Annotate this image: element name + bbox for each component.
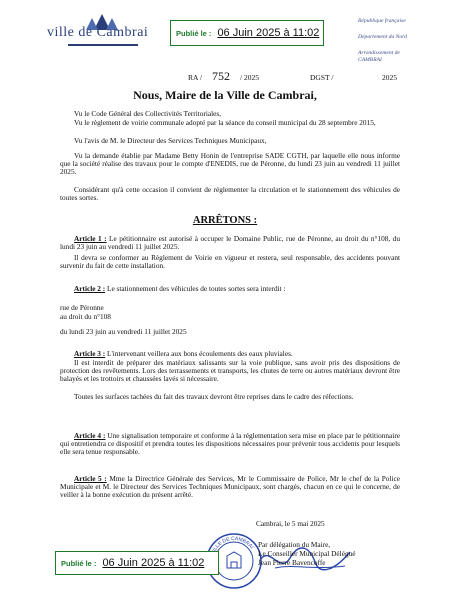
- article-1-text: Le pétitionnaire est autorisé à occuper le Domaine Public, rue de Péronne, au droit du n°108, du lundi 23 juin au vendredi 11 juillet 2025.: [60, 234, 400, 252]
- signatory-role: Le Conseiller Municipal Délégué: [258, 549, 356, 558]
- article-3-text: L'intervenant veillera aux bons écoulements des eaux pluviales.: [105, 349, 293, 358]
- article-1-followup: Il devra se conformer au Règlement de Voirie en vigueur et restera, seul responsable, des accidents pouvant survenir du fait de cette installation.: [60, 253, 400, 271]
- article-2-number: au droit du n°108: [60, 312, 111, 321]
- ref-dgst: DGST /: [310, 73, 334, 82]
- vu-reglement: Vu le règlement de voirie communale adopté par la séance du conseil municipal du 28 septembre 2015,: [74, 118, 376, 127]
- logo-underline: [68, 43, 138, 47]
- department-label: Département du Nord: [358, 34, 407, 40]
- signatory-name: Jean Pierre Bavencoffe: [258, 558, 326, 567]
- delegation: Par délégation du Maire,: [258, 540, 331, 549]
- published-stamp-top: [170, 20, 324, 46]
- article-1-label: Article 1 :: [74, 234, 107, 243]
- logo-text: ville de Cambrai: [47, 25, 149, 40]
- article-3: [60, 350, 400, 358]
- page-title: Nous, Maire de la Ville de Cambrai,: [133, 88, 317, 102]
- article-3-label: Article 3 :: [74, 349, 106, 358]
- article-2-street: rue de Péronne: [60, 303, 104, 312]
- arretons-heading: ARRÊTONS :: [192, 215, 258, 226]
- article-4-label: Article 4 :: [74, 431, 106, 440]
- vu-cgct: Vu le Code Général des Collectivités Territoriales,: [74, 109, 222, 118]
- republic-label: République française: [358, 18, 406, 24]
- considerant: Considérant qu'à cette occasion il convient de réglementer la circulation et le stationnement des véhicules de toutes sortes.: [60, 185, 400, 203]
- seal-text: LLE DE CAMBRAI: [212, 535, 255, 552]
- article-3-refections: Toutes les surfaces tachées du fait des travaux devront être reprises dans le cadre des réfections.: [74, 392, 354, 401]
- published-label: Publié le :: [176, 28, 212, 38]
- published-date-bottom: 06 Juin 2025 à 11:02: [102, 557, 205, 569]
- ref-year: / 2025: [240, 73, 259, 82]
- article-2-text: Le stationnement des véhicules de toutes sortes sera interdit :: [105, 284, 286, 293]
- published-stamp-bottom: [55, 551, 219, 575]
- vu-demande: Vu la demande établie par Madame Betty Honin de l'entreprise SADE CGTH, par laquelle elle nous informe que la société réalise des travaux pour le compte d'ENEDIS, rue de Péronne, du lundi 23 juin au vendredi 11 juillet 2025.: [60, 151, 400, 177]
- article-2-label: Article 2 :: [74, 284, 106, 293]
- article-5-label: Article 5 :: [74, 474, 107, 483]
- article-4-text: Une signalisation temporaire et conforme à la réglementation sera mise en place par le pétitionnaire qui entretiendra ce dispositif et prendra toutes les dispositions nécessaires pour prévenir tous accidents pour lesquels elle sera tenue responsable.: [60, 431, 400, 457]
- article-5-text: Mme la Directrice Générale des Services, Mr le Commissaire de Police, Mr le chef de la Police Municipale et M. le Directeur des Services Techniques Municipaux, sont chargés, chacun en ce qui le concerne, de veiller à la bonne exécution du présent arrêté.: [60, 474, 400, 500]
- article-5: [60, 475, 400, 500]
- arrondissement-city: CAMBRAI: [358, 57, 382, 63]
- article-2-period: du lundi 23 juin au vendredi 11 juillet 2025: [60, 327, 187, 336]
- article-4: [60, 432, 400, 457]
- published-label-bottom: Publié le :: [61, 558, 97, 568]
- article-3-followup: Il est interdit de préparer des matériaux salissants sur la voie publique, sans avoir pris des dispositions de protection des revêtements. Lors des terrassements et transports, les chutes de terre ou autres matériaux devront être balayés et les trottoirs et chaussées lavés si nécessaire.: [60, 358, 400, 384]
- arrondissement-label: Arrondissement de: [358, 50, 400, 56]
- vu-avis: Vu l'avis de M. le Directeur des Services Techniques Municipaux,: [74, 136, 267, 145]
- ref-number: 752: [212, 69, 230, 83]
- article-1: [60, 235, 400, 251]
- article-2: [60, 285, 400, 293]
- ref-ra: RA /: [188, 73, 202, 82]
- ref-dgst-year: 2025: [382, 73, 397, 82]
- place-date: Cambrai, le 5 mai 2025: [256, 519, 325, 528]
- published-date: 06 Juin 2025 à 11:02: [217, 27, 320, 39]
